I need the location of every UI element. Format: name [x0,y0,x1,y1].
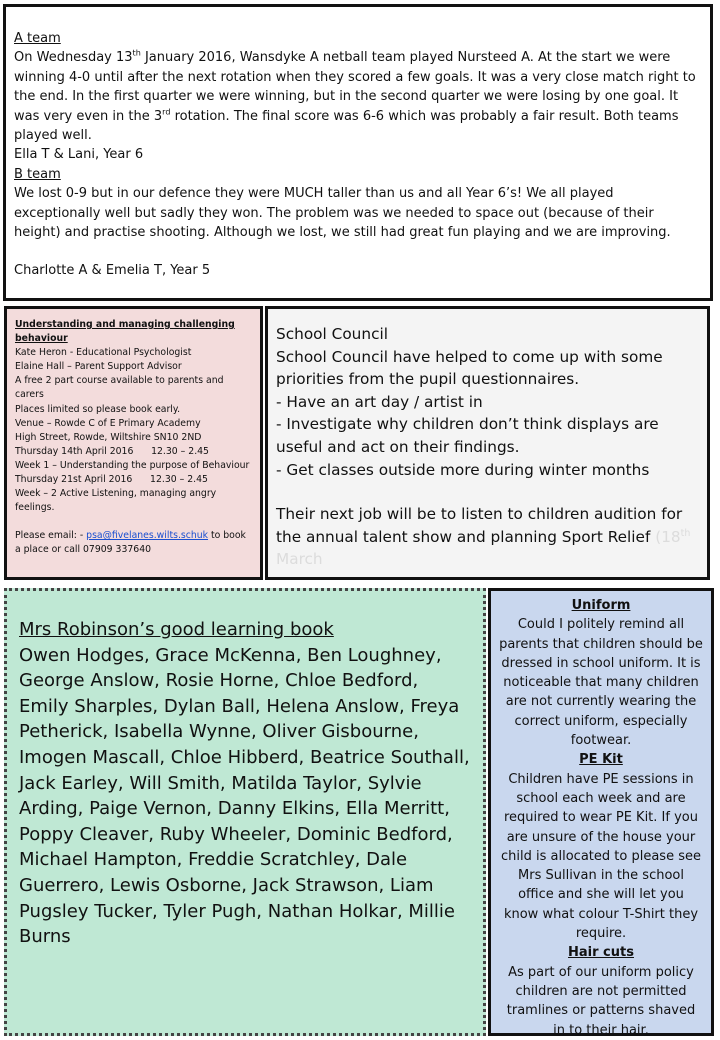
uniform-text: Could I politely remind all parents that children should be dressed in school uniform. It is noticeable that many children are not currently wearing the correct uniform, especially footwear. [499,617,703,749]
course-line: Places limited so please book early. [15,403,181,415]
uniform-panel [488,588,714,1036]
hair-cuts-heading: Hair cuts [568,945,634,961]
faded-date: (18th March [276,527,691,569]
good-learning-book-panel [4,588,486,1036]
course-line: Week – 2 Active Listening, managing angry feelings. [15,488,217,514]
a-team-heading: A team [14,31,61,46]
book-names: Owen Hodges, Grace McKenna, Ben Loughney, George Anslow, Rosie Horne, Chloe Bedford, Emily Sharples, Dylan Ball, Helena Anslow, Freya Petherick, Isabella Wynne, Oliver Gisbourne, Imogen Mascall, Chloe Hibberd, Beatrice Southall, Jack Earley, Will Smith, Matilda Taylor, Sylvie Arding, Paige Vernon, Danny Elkins, Ella Merritt, Poppy Cleaver, Ruby Wheeler, Dominic Bedford, Michael Hampton, Freddie Scratchley, Dale Guerrero, Lewis Osborne, Jack Strawson, Liam Pugsley Tucker, Tyler Pugh, Nathan Holkar, Millie Burns [19,644,470,948]
course-line: High Street, Rowde, Wiltshire SN10 2ND [15,431,202,443]
a-team-authors: Ella T & Lani, Year 6 [14,147,144,163]
book-title: Mrs Robinson’s good learning book [19,619,334,640]
b-team-authors: Charlotte A & Emelia T, Year 5 [14,263,211,279]
school-council-panel [265,306,710,580]
council-heading: School Council [276,325,388,343]
course-line: Thursday 21st April 2016 12.30 – 2.45 [15,474,208,486]
course-booking: Please email: - psa@fivelanes.wilts.schuk to book a place or call 07909 337640 [15,530,246,556]
a-team-report: On Wednesday 13th January 2016, Wansdyke A netball team played Nursteed A. At the start we were winning 4-0 until after the next rotation when they scored a few goals. It was a very close match right to the end. In the first quarter we were winning, but in the second quarter we were losing by one goal. It was very even in the 3rd rotation. The final score was 6-6 which was probably a fair result. Both teams played well. [14,49,696,144]
b-team-heading: B team [14,166,61,182]
course-heading: Understanding and managing challenging behaviour [15,319,235,345]
pe-kit-text: Children have PE sessions in school each week and are required to wear PE Kit. If you are unsure of the house your child is allocated to please see Mrs Sullivan in the school office and she will let you know what colour T-Shirt they require. [501,771,701,942]
email-link[interactable]: psa@fivelanes.wilts.schuk [86,530,209,542]
b-team-report: We lost 0-9 but in our defence they were MUCH taller than us and all Year 6’s! We all played exceptionally well but sadly they won. The problem was we needed to space out (because of their height) and practise shooting. Although we lost, we still had great fun playing and we are improving. [14,186,671,241]
course-line: Week 1 – Understanding the purpose of Behaviour [15,459,250,471]
council-item: - Investigate why children don’t think displays are useful and act on their findings. [276,415,659,456]
course-line: Thursday 14th April 2016 12.30 – 2.45 [15,445,209,457]
council-item: - Get classes outside more during winter months [276,460,650,479]
hair-cuts-text: As part of our uniform policy children are not permitted tramlines or patterns shaved in to their hair. [506,964,696,1038]
uniform-heading: Uniform [571,598,631,613]
course-line: Kate Heron - Educational Psychologist [15,347,192,359]
pe-kit-heading: PE Kit [579,752,623,768]
course-line: Venue – Rowde C of E Primary Academy [15,417,201,429]
course-line: A free 2 part course available to parents and carers [15,375,224,401]
netball-report-panel [3,4,713,301]
council-item: - Have an art day / artist in [276,392,483,411]
council-intro: School Council have helped to come up with some priorities from the pupil questionnaires. [276,347,663,389]
council-next-job: Their next job will be to listen to children audition for the annual talent show and planning Sport Relief (18th March [276,505,691,569]
course-line: Elaine Hall – Parent Support Advisor [15,361,182,373]
behaviour-course-panel [4,306,263,580]
